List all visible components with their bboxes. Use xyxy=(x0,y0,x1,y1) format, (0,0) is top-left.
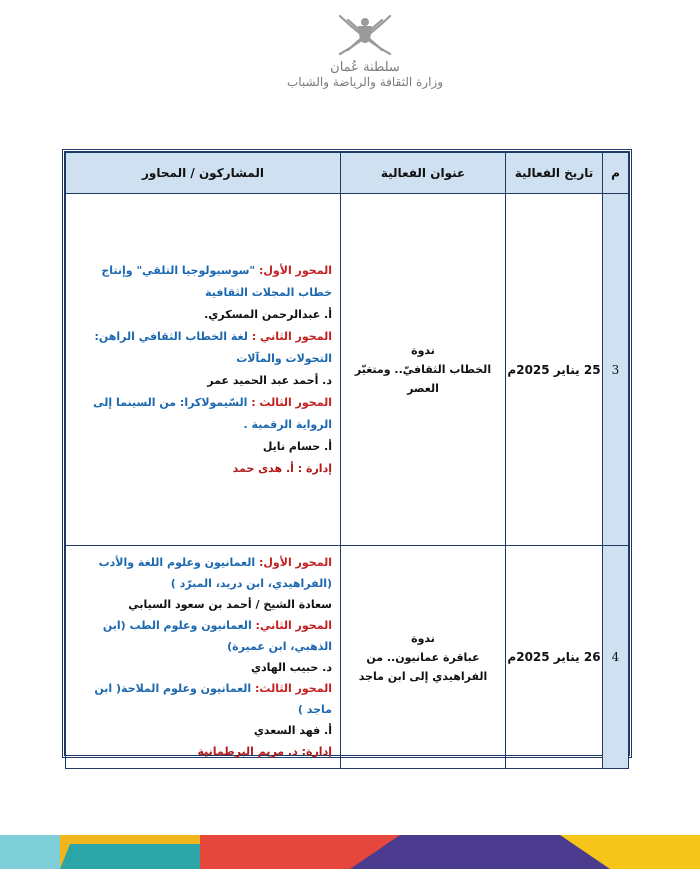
axis-label: المحور الثاني : xyxy=(247,329,332,343)
moderator: إدارة : أ. هدى حمد xyxy=(232,461,332,475)
axis-topic: العمانيون وعلوم اللغة والأدب (الفراهيدي، ابن دريد، المبرّد ) xyxy=(98,556,332,590)
axis-label: المحور الثالث : xyxy=(247,395,332,409)
row-num: 3 xyxy=(603,194,629,546)
events-table xyxy=(62,149,632,758)
header-date: تاريخ الفعالية xyxy=(506,153,603,194)
axis-topic: لغة الخطاب الثقافي الراهن: التحولات والمآلات xyxy=(94,329,332,365)
speaker-name: د. حبيب الهادي xyxy=(250,661,332,674)
speaker-name: أ. حسام نايل xyxy=(262,439,332,453)
event-title-line: الخطاب الثقافيّ.. ومتغيّر xyxy=(354,363,492,376)
header-participants: المشاركون / المحاور xyxy=(66,153,341,194)
axis-label: المحور الثالث: xyxy=(251,682,332,695)
speaker-name: أ. فهد السعدي xyxy=(253,724,332,737)
footer-stripes-decoration xyxy=(0,830,700,869)
header-num: م xyxy=(603,153,629,194)
speaker-name: أ. عبدالرحمن المسكري. xyxy=(204,307,332,321)
axis-topic: العمانيون وعلوم الطب (ابن الذهبي، ابن عميرة) xyxy=(102,619,332,653)
speaker-name: د. أحمد عبد الحميد عمر xyxy=(207,373,332,387)
country-name: سلطنة عُمان xyxy=(330,60,400,75)
event-title xyxy=(341,194,506,546)
axis-label: المحور الثاني: xyxy=(251,619,332,632)
axis-label: المحور الأول: xyxy=(255,556,332,569)
event-date: 26 يناير 2025م xyxy=(506,546,603,769)
event-title-line: الفراهيدي إلى ابن ماجد xyxy=(358,669,488,683)
speaker-name: سعادة الشيخ / أحمد بن سعود السيابي xyxy=(128,598,332,611)
oman-national-emblem-icon xyxy=(330,10,400,58)
participants-cell xyxy=(66,194,341,546)
table-row xyxy=(66,194,629,546)
axis-label: المحور الأول: xyxy=(255,263,332,277)
ministry-logo xyxy=(270,10,460,102)
ministry-name: وزارة الثقافة والرياضة والشباب xyxy=(286,75,444,89)
participants-cell xyxy=(66,546,341,769)
moderator: إدارة: د. مريم البرطمانية xyxy=(197,745,332,758)
axis-topic: العمانيون وعلوم الملاحة( ابن ماجد ) xyxy=(94,682,332,716)
event-title-line: عباقرة عمانيون.. من xyxy=(366,650,480,664)
row-num: 4 xyxy=(603,546,629,769)
axis-topic: السّيمولاكرا: من السينما إلى الرواية الرقمية . xyxy=(93,395,332,431)
axis-topic: "سوسيولوجيا التلقي" وإنتاج خطاب المجلات الثقافية xyxy=(101,263,332,299)
event-type: ندوة xyxy=(411,631,435,645)
table-header-row xyxy=(66,153,629,194)
event-title xyxy=(341,546,506,769)
event-date: 25 يناير 2025م xyxy=(506,194,603,546)
event-type: ندوة xyxy=(411,344,435,357)
footer-stripe xyxy=(60,844,200,869)
header-title: عنوان الفعالية xyxy=(341,153,506,194)
event-title-line: العصر xyxy=(407,382,439,395)
table-row xyxy=(66,546,629,769)
